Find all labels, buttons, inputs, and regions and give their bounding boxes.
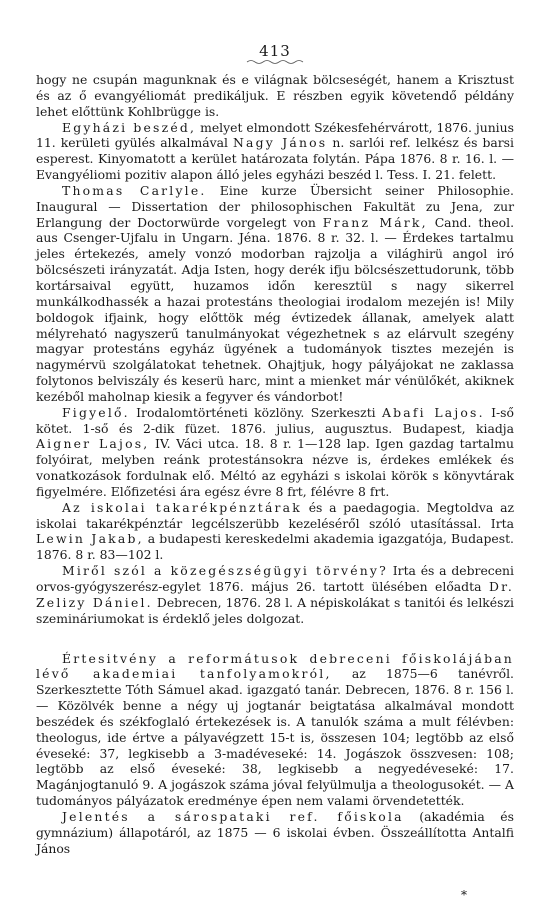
paragraph (36, 500, 514, 563)
spaced-title: Értesitvény a reformátusok debreceni főiskolájában lévő akademiai tanfolyamokról, (36, 650, 514, 682)
spaced-title: Miről szól a közegészségügyi törvény? (62, 563, 388, 579)
paragraph (36, 405, 514, 500)
paragraph (36, 120, 514, 183)
spaced-title: Thomas Carlyle. (62, 182, 207, 198)
text-run: (akadémia és gymnázium) állapotáról, az 1875 — 6 iskolai évben. Összeállította Antalfi János (36, 808, 514, 856)
spaced-title: Jelentés a sárospataki ref. főiskola (62, 808, 404, 824)
body-text (36, 72, 514, 857)
text-run: I-ső kötet. 1-ső és 2-dik füzet. 1876. julius, augusztus. Budapest, kiadja (36, 404, 515, 436)
page-number: 413 (259, 42, 291, 60)
text-run: a budapesti kereskedelmi akademia igazgatója, Budapest. 1876. 8 r. 83—102 l. (36, 531, 514, 563)
text-run: n. sarlói ref. lelkész és barsi esperest. Kinyomatott a kerület határozata folytán. Pápa 1876. 8 r. 16. l. — Evangyéliomi pozitiv alapon álló jeles egyházi beszéd l. Tess. I. 21. felett. (36, 135, 515, 183)
text-run: Debrecen, 1876. 28 l. A népiskolákat s tanitói és lelkészi szemináriumokat is érdeklő jeles dolgozat. (36, 594, 514, 626)
paragraph (36, 651, 514, 809)
text-run: Irodalomtörténeti közlöny. Szerkeszti (129, 404, 382, 420)
text-run: és a paedagogia. Megtoldva az iskolai takarékpénztár legcélszerübb kezeléséről szóló utasítással. Irta (36, 499, 514, 531)
text-run: hogy ne csupán magunknak és e világnak bölcseségét, hanem a Krisztust és az ő evangyéliomát predikáljuk. E részben egyik követendő példány lehet előttünk Kohlbrügge is. (36, 72, 514, 119)
text-run: az 1875—6 tanévről. Szerkesztette Tóth Sámuel akad. igazgató tanár. Debrecen, 1876. 8 r. 156 l. — Közölvék benne a négy uj jogtanár beigtatása alkalmával mondott beszédek és székfoglaló értekezések is. A tanulók száma a mult félévben: theologus, ide értve a pályavégzett 15-t is, összesen 104; legtöbb az első éveseké: 37, legkisebb a 3-madéveseké: 14. Jogászok összvesen: 108; legtöbb az első éveseké: 38, legkisebb a negyedéveseké: 17. Magánjogtanuló 9. A jogászok száma jóval felyülmulja a theologusokét. — A tudományos pályázatok eredménye épen nem valami örvendetették. (36, 666, 514, 809)
signature-mark: * (461, 888, 467, 902)
spaced-title: Nagy János (233, 135, 328, 151)
text-run: Eine kurze Übersicht seiner Philosophie. Inaugural — Dissertation der philosophischen Fakultät zu Jena, zur Erlangung der Doctorwürde vorgelegt von (36, 182, 514, 230)
text-run: IV. Váci utca. 18. 8 r. 1—128 lap. Igen gazdag tartalmu folyóirat, melyben reánk protestánsokra nézve is, érdekes emlékek és vonatkozások fordulnak elő. Méltó az egyházi s iskolai körök s könyvtárak figyelmére. Előfizetési ára egész évre 8 frt, félévre 8 frt. (36, 436, 514, 499)
spaced-title: Aigner Lajos, (36, 436, 150, 452)
paragraph (36, 183, 514, 405)
text-run: Irta és a debreceni orvos-gyógyszerész-egylet 1876. május 26. tartott ülésében előadta (36, 563, 514, 594)
spaced-title: Lewin Jakab, (36, 531, 144, 547)
spaced-title: Az iskolai takarékpénztárak (62, 499, 302, 515)
text-run: Cand. theol. aus Csenger-Ujfalu in Ungarn. Jéna. 1876. 8 r. 32. l. — Érdekes tartalmu jeles értekezés, amely vonzó modorban rajzolja a világhirü angol iró bölcsészeti irányzatát. Adja Isten, hogy derék ifju bölcsészettudorunk, több kortársaival együtt, huzamos időn keresztül s nagy sikerrel munkálkodhassék a hazai protestáns theologiai irodalom mezején is! Mily boldogok ifjaink, hogy előttök még évtizedek állanak, amelyek alatt mélyreható nagyszerű tanulmányokat végezhetnek s az elárvult szegény magyar protestáns egyház ügyének a tudományok tisztes mezején is nagymérvü szolgálatokat tehetnek. Ohajtjuk, hogy pályájokat ne zaklassa folytonos belviszály és keserü harc, mint a mienket már vénülőkét, akiknek kezéből maholnap kiesik a fegyver és vándorbot! (36, 214, 515, 404)
spaced-title: Franz Márk, (322, 214, 428, 230)
paragraph (36, 563, 514, 626)
spaced-title: Dr. Zelizy Dániel. (36, 579, 514, 610)
text-run: melyet elmondott Székesfehérvárott, 1876. junius 11. kerületi gyülés alkalmával (36, 119, 514, 151)
spaced-title: Abafi Lajos. (381, 404, 485, 420)
spaced-title: Egyházi beszéd, (62, 119, 197, 135)
paragraph (36, 72, 514, 120)
page-number-ornament (245, 59, 305, 65)
paragraph (36, 809, 514, 857)
section-divider (36, 627, 514, 651)
spaced-title: Figyelő. (62, 404, 130, 420)
